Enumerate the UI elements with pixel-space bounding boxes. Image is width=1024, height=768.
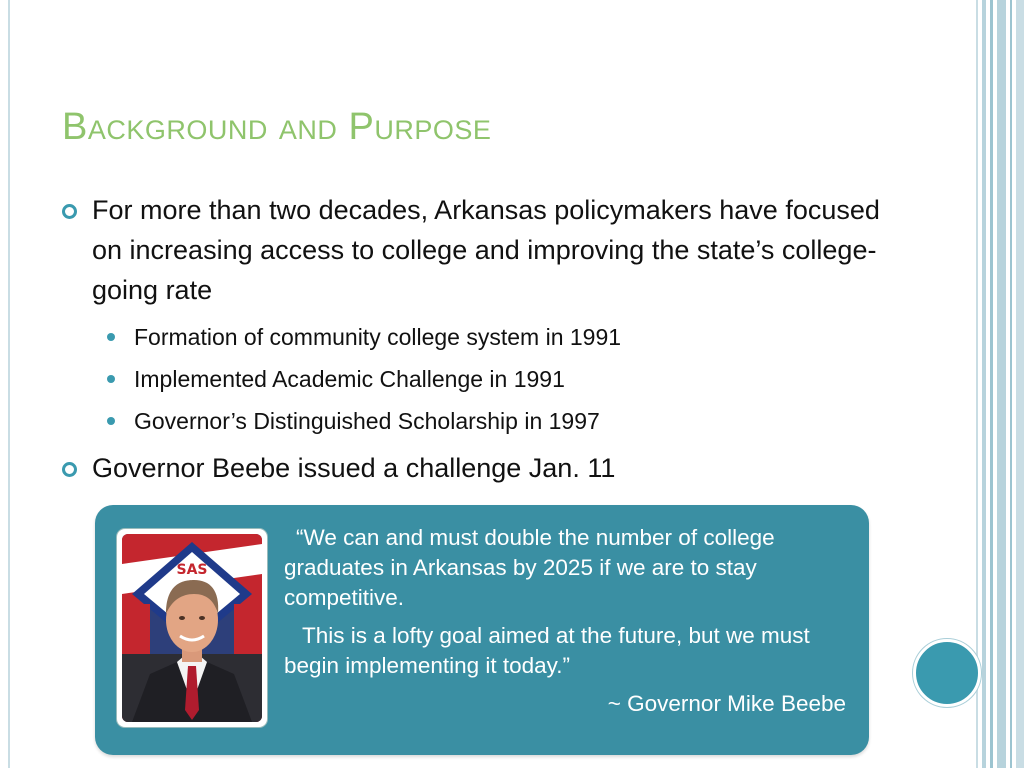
sub-bullet-item [62,400,902,442]
bullet-dot-icon [107,417,115,425]
slide-title: Background and Purpose [62,106,492,148]
bullet-text: Governor Beebe issued a challenge Jan. 11 [92,453,616,483]
sub-bullet-text: Governor’s Distinguished Scholarship in 1997 [134,408,600,434]
governor-photo-frame [117,529,267,727]
quote-attribution: ~ Governor Mike Beebe [607,691,846,716]
sub-bullet-item [62,358,902,400]
sub-bullet-text: Implemented Academic Challenge in 1991 [134,366,565,392]
quote-text [284,523,854,719]
left-border-line [8,0,10,768]
sub-bullet-text: Formation of community college system in 1991 [134,324,622,350]
quote-line-2: This is a lofty goal aimed at the future, but we must begin implementing it today.” [284,623,810,678]
bullet-dot-icon [107,333,115,341]
decorative-circle [913,639,981,707]
bullet-ring-icon [62,204,77,219]
quote-box [95,505,869,755]
right-decorative-stripes [976,0,1024,768]
bullet-item [62,448,902,488]
bullet-ring-icon [62,462,77,477]
bullet-item [62,190,902,310]
bullet-dot-icon [107,375,115,383]
svg-text:SAS: SAS [176,562,208,578]
quote-line-1: “We can and must double the number of college graduates in Arkansas by 2025 if we are to stay competitive. [284,525,775,610]
governor-photo [122,534,262,722]
bullet-text: For more than two decades, Arkansas policymakers have focused on increasing access to college and improving the state’s college-going rate [92,195,880,305]
bullet-list [62,190,902,494]
sub-bullet-item [62,316,902,358]
